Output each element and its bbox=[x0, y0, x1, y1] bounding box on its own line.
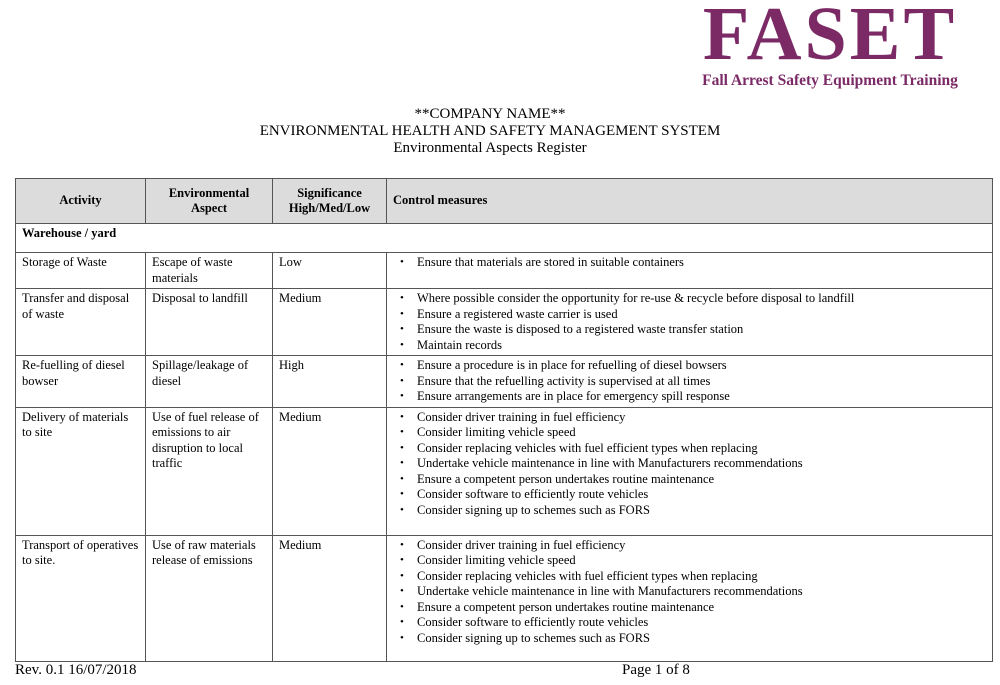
control-measure-item: • Consider driver training in fuel efficiency bbox=[417, 410, 986, 426]
table-row bbox=[16, 407, 993, 535]
significance-cell: Medium bbox=[273, 407, 387, 535]
control-measures-list bbox=[393, 255, 986, 271]
control-measure-item: • Ensure a registered waste carrier is used bbox=[417, 307, 986, 323]
activity-cell: Transfer and disposal of waste bbox=[16, 289, 146, 356]
control-measure-item: • Ensure the waste is disposed to a registered waste transfer station bbox=[417, 322, 986, 338]
control-measure-item: • Consider software to efficiently route vehicles bbox=[417, 487, 986, 503]
control-measure-item: • Ensure arrangements are in place for emergency spill response bbox=[417, 389, 986, 405]
aspects-register-table bbox=[15, 178, 993, 662]
control-measure-item: • Consider replacing vehicles with fuel efficient types when replacing bbox=[417, 441, 986, 457]
logo-subtitle: Fall Arrest Safety Equipment Training bbox=[702, 72, 958, 89]
aspect-cell: Escape of waste materials bbox=[146, 253, 273, 289]
control-measures-cell bbox=[387, 253, 993, 289]
activity-cell: Delivery of materials to site bbox=[16, 407, 146, 535]
activity-cell: Storage of Waste bbox=[16, 253, 146, 289]
control-measures-list bbox=[393, 538, 986, 647]
control-measure-item: • Ensure a competent person undertakes routine maintenance bbox=[417, 472, 986, 488]
activity-cell: Transport of operatives to site. bbox=[16, 535, 146, 661]
logo-wordmark: FASET bbox=[702, 0, 958, 76]
table-body bbox=[16, 224, 993, 662]
activity-cell: Re-fuelling of diesel bowser bbox=[16, 356, 146, 408]
significance-cell: High bbox=[273, 356, 387, 408]
control-measure-item: • Where possible consider the opportunity for re-use & recycle before disposal to landfill bbox=[417, 291, 986, 307]
section-title: Warehouse / yard bbox=[16, 224, 993, 253]
control-measure-item: • Undertake vehicle maintenance in line with Manufacturers recommendations bbox=[417, 584, 986, 600]
control-measure-item: • Consider limiting vehicle speed bbox=[417, 553, 986, 569]
column-header-aspect: Environmental Aspect bbox=[146, 179, 273, 224]
control-measures-list bbox=[393, 291, 986, 353]
control-measure-item: • Ensure a competent person undertakes routine maintenance bbox=[417, 600, 986, 616]
table-header-row bbox=[16, 179, 993, 224]
control-measure-item: • Consider replacing vehicles with fuel efficient types when replacing bbox=[417, 569, 986, 585]
table-row bbox=[16, 289, 993, 356]
control-measure-item: • Undertake vehicle maintenance in line with Manufacturers recommendations bbox=[417, 456, 986, 472]
footer-revision: Rev. 0.1 16/07/2018 bbox=[15, 662, 137, 678]
column-header-activity: Activity bbox=[16, 179, 146, 224]
footer-page-number: Page 1 of 8 bbox=[622, 662, 690, 678]
column-header-controls: Control measures bbox=[387, 179, 993, 224]
control-measure-item: • Consider signing up to schemes such as FORS bbox=[417, 503, 986, 519]
control-measure-item: • Maintain records bbox=[417, 338, 986, 354]
table-row bbox=[16, 356, 993, 408]
control-measure-item: • Consider software to efficiently route vehicles bbox=[417, 615, 986, 631]
system-title: ENVIRONMENTAL HEALTH AND SAFETY MANAGEMENT SYSTEM bbox=[259, 123, 721, 139]
company-name: **COMPANY NAME** bbox=[414, 106, 566, 122]
table-row bbox=[16, 253, 993, 289]
faset-logo bbox=[690, 0, 970, 90]
significance-cell: Low bbox=[273, 253, 387, 289]
significance-cell: Medium bbox=[273, 535, 387, 661]
control-measure-item: • Ensure a procedure is in place for refuelling of diesel bowsers bbox=[417, 358, 986, 374]
table-row bbox=[16, 535, 993, 661]
register-title: Environmental Aspects Register bbox=[393, 140, 587, 156]
aspect-cell: Use of fuel release of emissions to air disruption to local traffic bbox=[146, 407, 273, 535]
control-measure-item: • Consider limiting vehicle speed bbox=[417, 425, 986, 441]
control-measures-list bbox=[393, 358, 986, 405]
document-titles bbox=[0, 106, 980, 157]
control-measures-cell bbox=[387, 356, 993, 408]
section-row bbox=[16, 224, 993, 253]
aspect-cell: Disposal to landfill bbox=[146, 289, 273, 356]
significance-cell: Medium bbox=[273, 289, 387, 356]
significance-header-line2: High/Med/Low bbox=[288, 201, 371, 215]
control-measure-item: • Ensure that materials are stored in suitable containers bbox=[417, 255, 986, 271]
column-header-significance bbox=[273, 179, 387, 224]
significance-header-line1: Significance bbox=[297, 185, 362, 200]
control-measure-item: • Consider driver training in fuel efficiency bbox=[417, 538, 986, 554]
aspect-cell: Use of raw materials release of emissions bbox=[146, 535, 273, 661]
control-measure-item: • Ensure that the refuelling activity is supervised at all times bbox=[417, 374, 986, 390]
aspect-cell: Spillage/leakage of diesel bbox=[146, 356, 273, 408]
control-measures-cell bbox=[387, 289, 993, 356]
control-measures-cell bbox=[387, 535, 993, 661]
control-measure-item: • Consider signing up to schemes such as FORS bbox=[417, 631, 986, 647]
control-measures-cell bbox=[387, 407, 993, 535]
control-measures-list bbox=[393, 410, 986, 519]
